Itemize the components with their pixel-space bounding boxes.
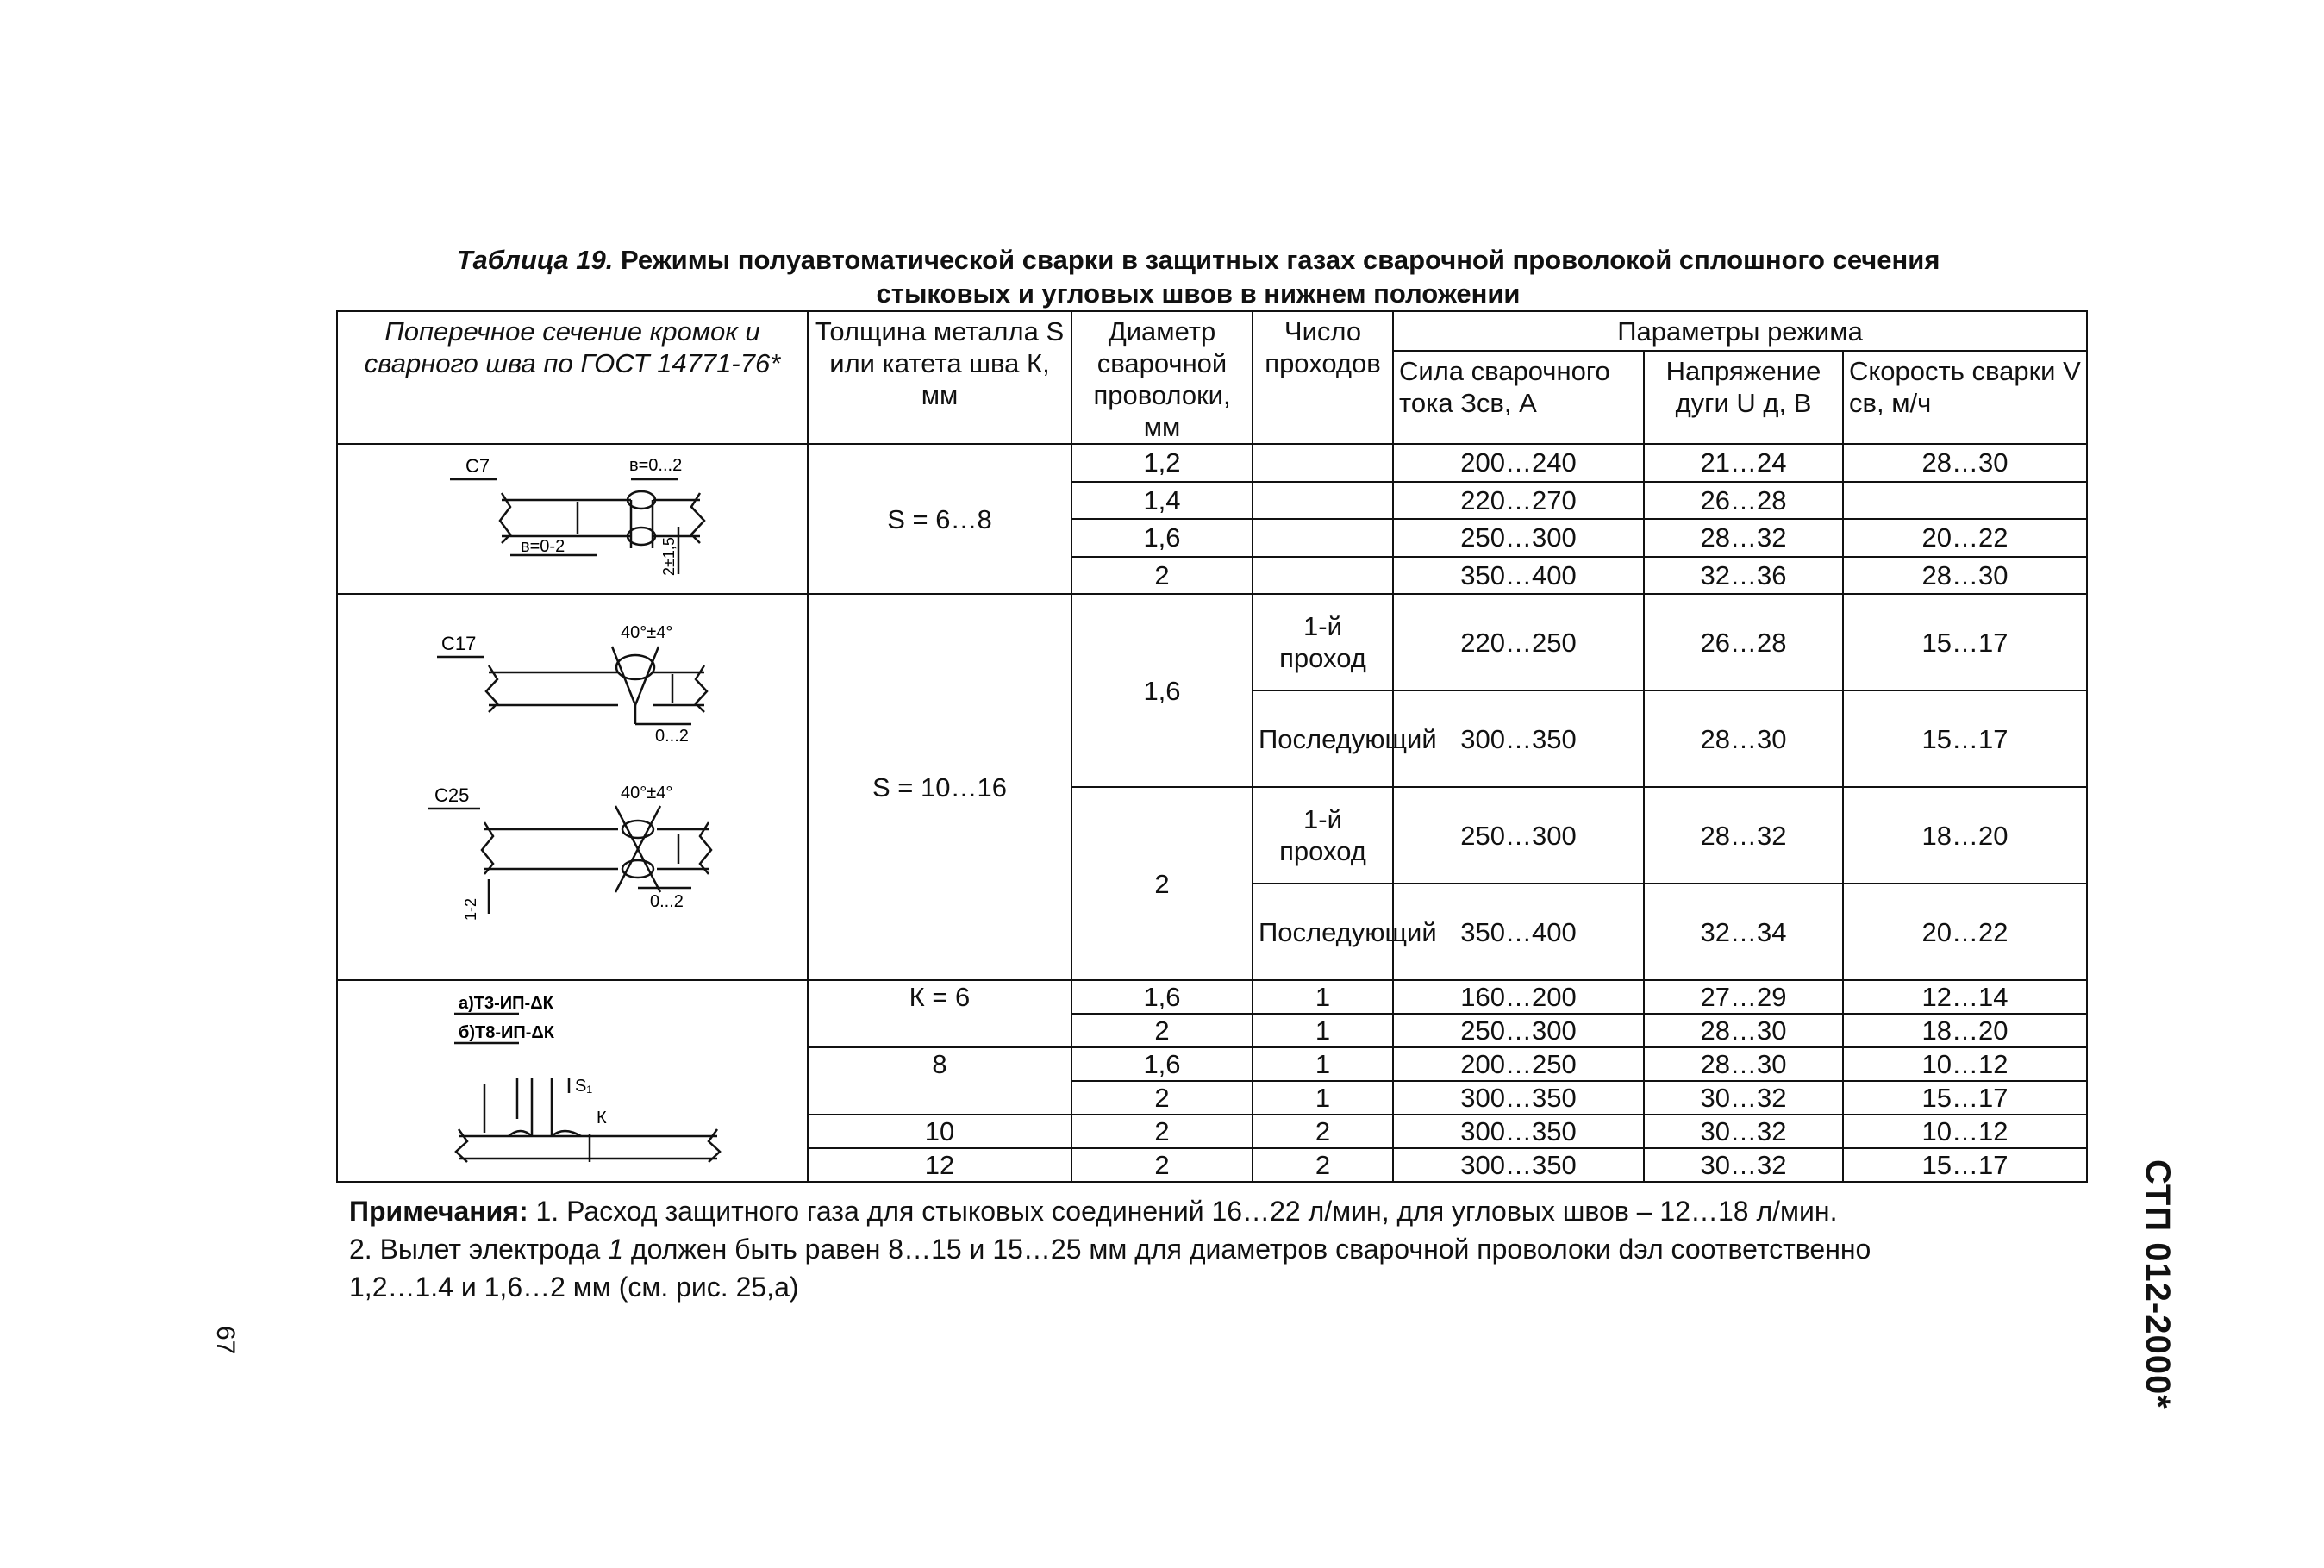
g3-r4-speed: 15…17 (1843, 1081, 2087, 1115)
header-passes: Число проходов (1253, 311, 1393, 444)
header-params: Параметры режима (1393, 311, 2087, 351)
c25-angle: 40°±4° (621, 784, 673, 803)
g1-r3-voltage: 28…32 (1644, 519, 1843, 557)
g3-r6-voltage: 30…32 (1644, 1148, 1843, 1182)
g1-r3-current: 250…300 (1393, 519, 1644, 557)
g2-r2-current: 300…350 (1393, 690, 1644, 787)
g2-r3-current: 250…300 (1393, 787, 1644, 884)
g3-r1-speed: 12…14 (1843, 980, 2087, 1014)
g1-r1-passes (1253, 444, 1393, 482)
table-row (337, 980, 2087, 1014)
table-row (337, 594, 2087, 690)
g3-r5-speed: 10…12 (1843, 1115, 2087, 1148)
t3-t8-joint-sketch (338, 981, 809, 1178)
g1-r2-diameter: 1,4 (1071, 482, 1253, 520)
header-row-1 (337, 311, 2087, 351)
header-diameter: Диаметр сварочной проволоки, мм (1071, 311, 1253, 444)
g3-r4-diameter: 2 (1071, 1081, 1253, 1115)
g3-r4-voltage: 30…32 (1644, 1081, 1843, 1115)
c17-gap: 0...2 (655, 727, 689, 746)
document-code: СТП 012-2000* (2139, 1159, 2177, 1409)
c7-gap-bottom: в=0-2 (521, 537, 565, 556)
g3-r2-voltage: 28…30 (1644, 1014, 1843, 1047)
g2-r4-voltage: 32…34 (1644, 884, 1843, 980)
g3-r2-current: 250…300 (1393, 1014, 1644, 1047)
g3-r6-passes: 2 (1253, 1148, 1393, 1182)
g3-r3-voltage: 28…30 (1644, 1047, 1843, 1081)
g1-r2-voltage: 26…28 (1644, 482, 1843, 520)
note-2a: 2. Вылет электрода (349, 1234, 601, 1265)
g3-r3-current: 200…250 (1393, 1047, 1644, 1081)
g3-r3-speed: 10…12 (1843, 1047, 2087, 1081)
header-thickness: Толщина металла S или катета шва К, мм (808, 311, 1071, 444)
g1-r1-speed: 28…30 (1843, 444, 2087, 482)
g1-r2-current: 220…270 (1393, 482, 1644, 520)
g2-thickness: S = 10…16 (808, 594, 1071, 980)
g2-r1-current: 220…250 (1393, 594, 1644, 690)
g3-r1-passes: 1 (1253, 980, 1393, 1014)
g3-r6-diameter: 2 (1071, 1148, 1253, 1182)
g2-r3-voltage: 28…32 (1644, 787, 1843, 884)
table-caption (345, 243, 2052, 310)
g1-r4-voltage: 32…36 (1644, 557, 1843, 595)
g3-thickness-12: 12 (808, 1148, 1071, 1182)
g3-r3-passes: 1 (1253, 1047, 1393, 1081)
g2-r2-speed: 15…17 (1843, 690, 2087, 787)
note-1: 1. Расход защитного газа для стыковых соединений 16…22 л/мин, для угловых швов – 12…18 л/мин. (535, 1196, 1838, 1227)
g1-r1-current: 200…240 (1393, 444, 1644, 482)
g3-r5-passes: 2 (1253, 1115, 1393, 1148)
g2-r3-passes: 1-й проход (1253, 787, 1393, 884)
c7-joint-sketch (338, 445, 809, 593)
notes (349, 1192, 2073, 1306)
header-speed: Скорость сварки V св, м/ч (1843, 351, 2087, 444)
note-2c: 1,2…1.4 и 1,6…2 мм (см. рис. 25,а) (349, 1271, 799, 1303)
g3-r5-current: 300…350 (1393, 1115, 1644, 1148)
caption-line1: Режимы полуавтоматической сварки в защитных газах сварочной проволокой сплошного сечения (620, 245, 1940, 275)
c17-label: С17 (441, 633, 477, 654)
g2-r2-voltage: 28…30 (1644, 690, 1843, 787)
g3-r1-current: 160…200 (1393, 980, 1644, 1014)
g1-r4-passes (1253, 557, 1393, 595)
g1-r1-diameter: 1,2 (1071, 444, 1253, 482)
g1-r1-voltage: 21…24 (1644, 444, 1843, 482)
g3-r6-current: 300…350 (1393, 1148, 1644, 1182)
g1-r3-speed: 20…22 (1843, 519, 2087, 557)
g2-r4-current: 350…400 (1393, 884, 1644, 980)
t-s1-label: S₁ (575, 1077, 593, 1096)
g2-r1-passes: 1-й проход (1253, 594, 1393, 690)
note-2-num: 1 (608, 1234, 624, 1265)
sketch-c7 (337, 444, 808, 594)
g3-thickness-10: 10 (808, 1115, 1071, 1148)
g2-diameter-b: 2 (1071, 787, 1253, 980)
sketch-c17-c25 (337, 594, 808, 980)
g1-r4-speed: 28…30 (1843, 557, 2087, 595)
g1-r2-passes (1253, 482, 1393, 520)
g2-r3-speed: 18…20 (1843, 787, 2087, 884)
g3-r6-speed: 15…17 (1843, 1148, 2087, 1182)
c25-gap: 0...2 (650, 892, 684, 911)
c17-angle: 40°±4° (621, 623, 673, 642)
c17-c25-joint-sketch (338, 595, 809, 974)
t3-label: а)Т3-ИП-ΔК (459, 994, 553, 1013)
c25-root: 1-2 (462, 897, 479, 921)
g3-r1-voltage: 27…29 (1644, 980, 1843, 1014)
g3-r2-speed: 18…20 (1843, 1014, 2087, 1047)
notes-label: Примечания: (349, 1196, 528, 1227)
table-row (337, 444, 2087, 482)
g3-r2-diameter: 2 (1071, 1014, 1253, 1047)
g3-r4-passes: 1 (1253, 1081, 1393, 1115)
note-2b: должен быть равен 8…15 и 15…25 мм для диаметров сварочной проволоки dэл соответственно (630, 1234, 1871, 1265)
c7-gap-top: в=0...2 (629, 456, 683, 475)
g3-r3-diameter: 1,6 (1071, 1047, 1253, 1081)
header-voltage: Напряжение дуги U д, В (1644, 351, 1843, 444)
header-current: Сила сварочного тока Зсв, А (1393, 351, 1644, 444)
g2-r2-passes: Последующий (1253, 690, 1393, 787)
g3-r2-passes: 1 (1253, 1014, 1393, 1047)
g3-thickness-6: К = 6 (808, 980, 1071, 1047)
g3-thickness-8: 8 (808, 1047, 1071, 1115)
g2-r4-passes: Последующий (1253, 884, 1393, 980)
caption-lead: Таблица 19. (456, 245, 614, 275)
t8-label: б)Т8-ИП-ΔК (459, 1023, 555, 1042)
caption-line2: стыковых и угловых швов в нижнем положении (876, 278, 1521, 309)
g3-r4-current: 300…350 (1393, 1081, 1644, 1115)
header-cross-section: Поперечное сечение кромок и сварного шва по ГОСТ 14771-76* (337, 311, 808, 444)
g1-r4-current: 350…400 (1393, 557, 1644, 595)
g2-r1-speed: 15…17 (1843, 594, 2087, 690)
c7-label: С7 (465, 455, 490, 477)
g1-thickness: S = 6…8 (808, 444, 1071, 594)
g1-r2-speed (1843, 482, 2087, 520)
g1-r3-diameter: 1,6 (1071, 519, 1253, 557)
g1-r4-diameter: 2 (1071, 557, 1253, 595)
welding-modes-table (336, 310, 2088, 1183)
g3-r1-diameter: 1,6 (1071, 980, 1253, 1014)
t-leg-label: К (597, 1109, 607, 1128)
c7-reinforcement: 2±1,5 (660, 537, 678, 576)
page-number: 67 (211, 1326, 240, 1355)
g2-r4-speed: 20…22 (1843, 884, 2087, 980)
g2-r1-voltage: 26…28 (1644, 594, 1843, 690)
g3-r5-voltage: 30…32 (1644, 1115, 1843, 1148)
g1-r3-passes (1253, 519, 1393, 557)
g3-r5-diameter: 2 (1071, 1115, 1253, 1148)
c25-label: С25 (434, 784, 470, 806)
sketch-t3-t8 (337, 980, 808, 1182)
g2-diameter-a: 1,6 (1071, 594, 1253, 787)
